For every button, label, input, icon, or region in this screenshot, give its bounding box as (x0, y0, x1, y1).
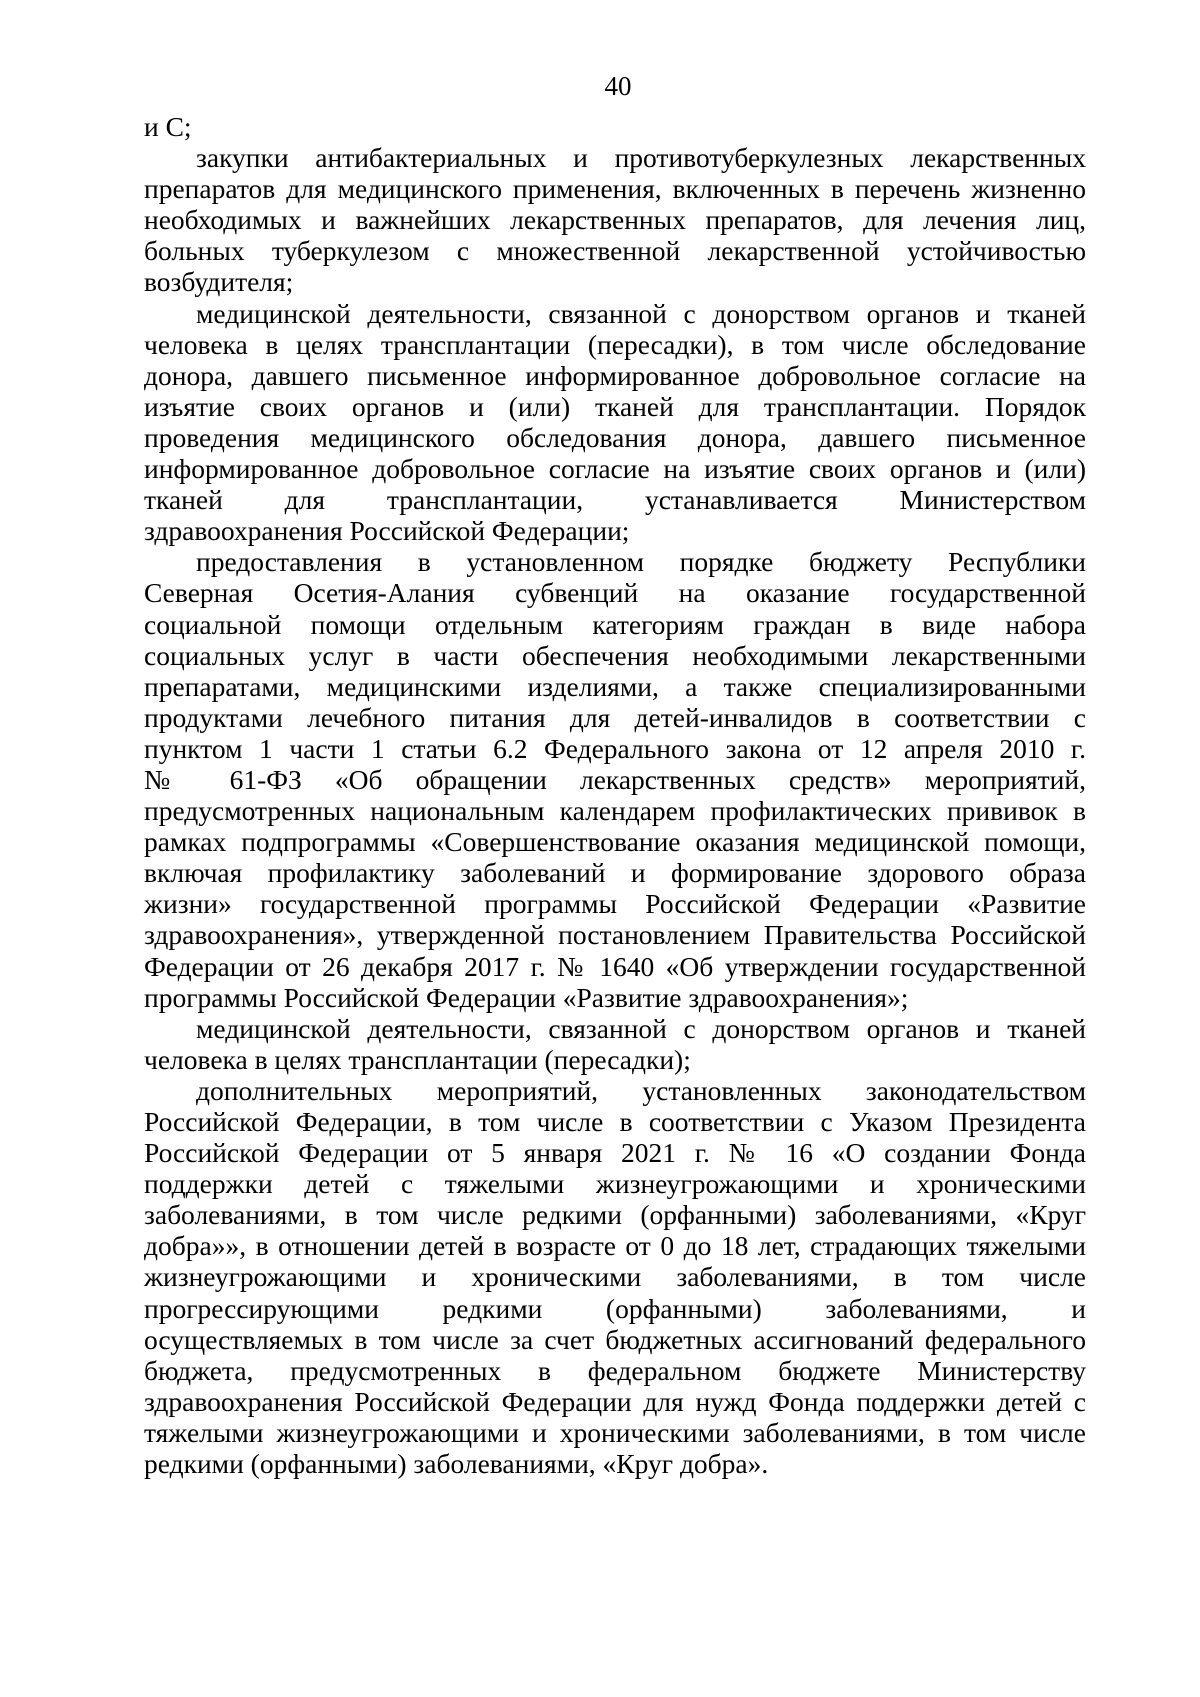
text-line: жизни» государственной программы Российской Федерации «Развитие (144, 888, 1086, 920)
text-line: Северная Осетия-Алания субвенций на оказание государственной (144, 577, 1086, 609)
text-line: жизнеугрожающими и хроническими заболеваниями, в том числе (144, 1261, 1086, 1293)
text-line: и С; (144, 111, 192, 142)
text-line: бюджета, предусмотренных в федеральном бюджете Министерству (144, 1354, 1086, 1386)
paragraph (144, 1075, 1086, 1479)
page-number: 40 (604, 71, 632, 101)
text-line: предоставления в установленном порядке бюджету Республики (196, 546, 1086, 578)
text-line: препаратов для медицинского применения, включенных в перечень жизненно (144, 173, 1086, 205)
paragraph (144, 298, 1086, 547)
text-line: медицинской деятельности, связанной с донорством органов и тканей (196, 1012, 1086, 1044)
text-line: заболеваниями, в том числе редкими (орфанными) заболеваниями, «Круг (144, 1199, 1086, 1231)
text-line: предусмотренных национальным календарем профилактических прививок в (144, 795, 1086, 827)
text-line: возбудителя; (144, 266, 294, 298)
text-line: включая профилактику заболеваний и формирование здорового образа (144, 857, 1086, 889)
text-line: Российской Федерации от 5 января 2021 г. № 16 «О создании Фонда (144, 1137, 1086, 1169)
text-line: Федерации от 26 декабря 2017 г. № 1640 «Об утверждении государственной (144, 950, 1086, 982)
text-line: продуктами лечебного питания для детей-инвалидов в соответствии с (144, 701, 1086, 733)
text-line: добра»», в отношении детей в возрасте от 0 до 18 лет, страдающих тяжелыми (144, 1230, 1086, 1262)
text-line: осуществляемых в том числе за счет бюджетных ассигнований федерального (144, 1323, 1086, 1355)
text-line: препаратами, медицинскими изделиями, а также специализированными (144, 670, 1086, 702)
text-line: пунктом 1 части 1 статьи 6.2 Федерального закона от 12 апреля 2010 г. (144, 732, 1086, 764)
text-line: здравоохранения», утвержденной постановлением Правительства Российской (144, 919, 1086, 951)
paragraph (144, 1013, 1086, 1075)
text-line: изъятие своих органов и (или) тканей для трансплантации. Порядок (144, 390, 1086, 422)
text-line: поддержки детей с тяжелыми жизнеугрожающими и хроническими (144, 1168, 1086, 1200)
text-line: тканей для трансплантации, устанавливается Министерством (144, 484, 1086, 516)
text-line: социальной помощи отдельным категориям граждан в виде набора (144, 608, 1086, 640)
paragraph (144, 142, 1086, 297)
text-line: человека в целях трансплантации (пересадки); (144, 1043, 691, 1075)
text-line: программы Российской Федерации «Развитие здравоохранения»; (144, 981, 909, 1013)
text-line: Российской Федерации, в том числе в соответствии с Указом Президента (144, 1106, 1086, 1137)
text-line: здравоохранения Российской Федерации для нужд Фонда поддержки детей с (144, 1385, 1086, 1417)
paragraph (144, 546, 1086, 1012)
text-line: рамках подпрограммы «Совершенствование оказания медицинской помощи, (144, 826, 1086, 858)
text-line: редкими (орфанными) заболеваниями, «Круг добра». (144, 1448, 769, 1480)
paragraph (144, 111, 1086, 142)
document-body (144, 111, 1086, 1479)
text-line: донора, давшего письменное информированное добровольное согласие на (144, 359, 1086, 391)
text-line: человека в целях трансплантации (пересадки), в том числе обследование (144, 328, 1086, 360)
text-line: прогрессирующими редкими (орфанными) заболеваниями, и (144, 1292, 1086, 1324)
text-line: проведения медицинского обследования донора, давшего письменное (144, 421, 1086, 453)
text-line: дополнительных мероприятий, установленных законодательством (196, 1074, 1086, 1106)
text-line: информированное добровольное согласие на изъятие своих органов и (или) (144, 453, 1086, 485)
text-line: медицинской деятельности, связанной с донорством органов и тканей (196, 297, 1086, 329)
text-line: № 61-ФЗ «Об обращении лекарственных средств» мероприятий, (144, 763, 1086, 795)
text-line: тяжелыми жизнеугрожающими и хроническими заболеваниями, в том числе (144, 1416, 1086, 1448)
text-line: закупки антибактериальных и противотуберкулезных лекарственных (196, 142, 1086, 174)
text-line: больных туберкулезом с множественной лекарственной устойчивостью (144, 235, 1086, 267)
text-line: необходимых и важнейших лекарственных препаратов, для лечения лиц, (144, 204, 1086, 236)
text-line: здравоохранения Российской Федерации; (144, 515, 630, 547)
text-line: социальных услуг в части обеспечения необходимыми лекарственными (144, 639, 1086, 671)
